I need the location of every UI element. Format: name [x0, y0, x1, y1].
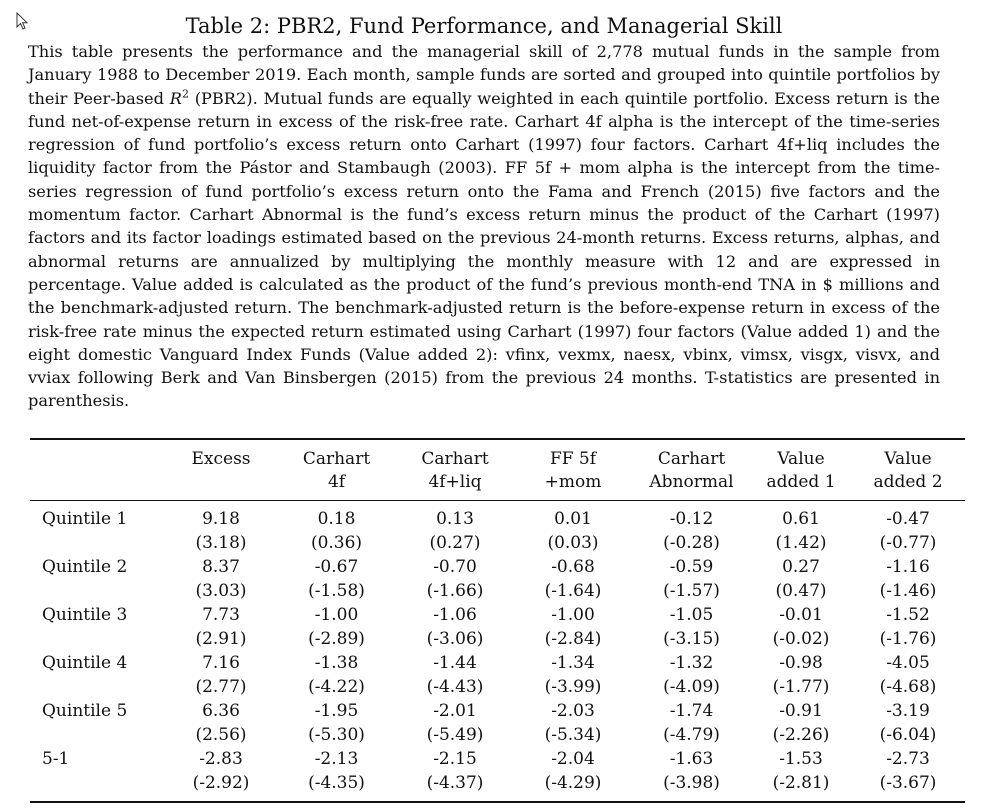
tstat-cell: (-0.77): [879, 533, 937, 553]
tstat-cell: (-4.68): [879, 677, 937, 697]
table-row: [30, 603, 965, 627]
tstat-cell: (2.77): [195, 677, 247, 697]
tstat-cell: (-2.89): [308, 629, 365, 649]
value-cell: -0.67: [314, 557, 359, 577]
tstat-cell: (-3.15): [663, 629, 720, 649]
value-cell: -1.34: [551, 653, 595, 673]
header-cell: Value: [884, 449, 932, 469]
row-label-empty: [30, 675, 165, 699]
table-row: [30, 747, 965, 771]
row-label-empty: [30, 627, 165, 651]
value-cell: -1.32: [669, 653, 714, 673]
tstat-cell: (-4.43): [426, 677, 484, 697]
table-row: [30, 555, 965, 579]
value-cell: 0.01: [554, 509, 592, 529]
tstat-cell: (-4.79): [663, 725, 720, 745]
value-cell: 0.61: [782, 509, 820, 529]
table-bottom-rule: [30, 801, 965, 803]
value-cell: 6.36: [202, 701, 240, 721]
tstat-cell: (0.36): [310, 533, 363, 553]
value-cell: -1.16: [886, 557, 930, 577]
value-cell: 7.16: [202, 653, 240, 673]
row-label-empty: [30, 771, 165, 801]
table-caption: [28, 40, 940, 413]
tstat-cell: (-1.66): [426, 581, 484, 601]
table-row: [30, 501, 965, 531]
header-cell: [165, 471, 277, 500]
value-cell: -1.05: [669, 605, 714, 625]
value-cell: -1.00: [314, 605, 359, 625]
table-row-tstat: [30, 531, 965, 555]
tstat-cell: (-3.99): [544, 677, 602, 697]
tstat-cell: (-4.22): [308, 677, 365, 697]
value-cell: -2.73: [886, 749, 930, 769]
tstat-cell: (3.03): [195, 581, 247, 601]
row-label-empty: [30, 531, 165, 555]
caption-text-part-2: (PBR2). Mutual funds are equally weighted in each quintile portfolio. Excess return is the fund net-of-expense return in excess of the risk-free rate. Carhart 4f alpha is the intercept of the time-series regression of fund portfolio’s excess return onto Carhart (1997) four factors. Carhart 4f+liq includes the liquidity factor from the Pástor and Stambaugh (2003). FF 5f + mom alpha is the intercept from the time-series regression of fund portfolio’s excess return onto the Fama and French (2015) five factors and the momentum factor. Carhart Abnormal is the fund’s excess return minus the product of the Carhart (1997) factors and its factor loadings estimated based on the previous 24-month returns. Excess returns, alphas, and abnormal returns are annualized by multiplying the monthly measure with 12 and are expressed in percentage. Value added is calculated as the product of the fund’s previous month-end TNA in $ millions and the benchmark-adjusted return. The benchmark-adjusted return is the before-expense return in excess of the risk-free rate minus the expected return estimated using Carhart (1997) four factors (Value added 1) and the eight domestic Vanguard Index Funds (Value added 2): vfinx, vexmx, naesx, vbinx, vimsx, visgx, visvx, and vviax following Berk and Van Binsbergen (2015) from the previous 24 months. T-statistics are presented in parenthesis.: [28, 88, 940, 411]
tstat-cell: (-6.04): [879, 725, 937, 745]
table-row-tstat: [30, 627, 965, 651]
header-cell: 4f: [327, 472, 346, 492]
header-row-2: [30, 471, 965, 500]
row-label: Quintile 4: [42, 653, 128, 673]
tstat-cell: (-5.49): [426, 725, 484, 745]
header-row-1: [30, 440, 965, 471]
table-row: [30, 651, 965, 675]
value-cell: -2.83: [199, 749, 243, 769]
table-row-tstat: [30, 579, 965, 603]
value-cell: -1.74: [669, 701, 714, 721]
header-cell: 4f+liq: [428, 472, 482, 492]
value-cell: 0.13: [436, 509, 474, 529]
row-label: Quintile 3: [42, 605, 128, 625]
tstat-cell: (-1.46): [879, 581, 937, 601]
value-cell: -1.06: [433, 605, 477, 625]
tstat-cell: (-0.28): [663, 533, 720, 553]
value-cell: -3.19: [886, 701, 930, 721]
header-cell: +mom: [544, 472, 602, 492]
results-table-header: [30, 440, 965, 500]
table-row: [30, 699, 965, 723]
tstat-cell: (-2.81): [772, 773, 830, 793]
tstat-cell: (3.18): [195, 533, 247, 553]
value-cell: -1.38: [314, 653, 359, 673]
row-label: 5-1: [42, 749, 70, 769]
tstat-cell: (2.91): [195, 629, 247, 649]
value-cell: -1.95: [314, 701, 359, 721]
header-cell: added 2: [873, 472, 943, 492]
tstat-cell: (2.56): [195, 725, 247, 745]
tstat-cell: (-1.58): [308, 581, 365, 601]
r-squared-superscript: 2: [181, 87, 189, 101]
header-cell: Carhart: [302, 449, 371, 469]
tstat-cell: (0.27): [429, 533, 481, 553]
tstat-cell: (0.47): [775, 581, 827, 601]
caption-text-part-1: This table presents the performance and the managerial skill of 2,778 mutual funds in the sample from January 1988 to December 2019. Each month, sample funds are sorted and grouped into quintile portfolios by their Peer-based: [28, 42, 940, 108]
header-cell: [30, 471, 165, 500]
r-squared-symbol: R: [169, 88, 182, 108]
tstat-cell: (-5.34): [544, 725, 602, 745]
tstat-cell: (-4.09): [663, 677, 720, 697]
header-cell: Carhart: [657, 449, 726, 469]
tstat-cell: (-3.67): [879, 773, 937, 793]
value-cell: 0.27: [782, 557, 820, 577]
value-cell: -0.68: [551, 557, 595, 577]
value-cell: -2.04: [551, 749, 595, 769]
value-cell: -0.70: [433, 557, 477, 577]
tstat-cell: (-5.30): [308, 725, 365, 745]
tstat-cell: (-4.35): [308, 773, 365, 793]
row-label: Quintile 5: [42, 701, 128, 721]
row-label-empty: [30, 579, 165, 603]
row-label: Quintile 2: [42, 557, 128, 577]
value-cell: 8.37: [202, 557, 240, 577]
value-cell: -2.01: [433, 701, 477, 721]
value-cell: -2.13: [314, 749, 359, 769]
value-cell: -0.91: [779, 701, 823, 721]
value-cell: -2.03: [551, 701, 595, 721]
results-table-body: [30, 501, 965, 801]
header-cell: [30, 440, 165, 471]
value-cell: -2.15: [433, 749, 477, 769]
table-row-tstat: [30, 771, 965, 801]
tstat-cell: (-3.98): [663, 773, 720, 793]
tstat-cell: (-0.02): [772, 629, 830, 649]
row-label-empty: [30, 723, 165, 747]
tstat-cell: (-1.76): [879, 629, 937, 649]
header-cell: FF 5f: [549, 449, 597, 469]
header-cell: Excess: [191, 449, 251, 469]
row-label: Quintile 1: [42, 509, 128, 529]
value-cell: 0.18: [317, 509, 356, 529]
header-cell: Abnormal: [649, 472, 734, 492]
value-cell: -1.63: [669, 749, 714, 769]
value-cell: -0.98: [779, 653, 823, 673]
header-cell: Value: [777, 449, 825, 469]
header-cell: added 1: [766, 472, 836, 492]
value-cell: -1.44: [433, 653, 477, 673]
value-cell: 7.73: [202, 605, 240, 625]
results-table: [30, 438, 965, 803]
table-row-tstat: [30, 675, 965, 699]
value-cell: -0.12: [669, 509, 714, 529]
tstat-cell: (-2.84): [544, 629, 602, 649]
tstat-cell: (-2.26): [772, 725, 830, 745]
value-cell: 9.18: [202, 509, 240, 529]
value-cell: -1.00: [551, 605, 595, 625]
tstat-cell: (-1.57): [663, 581, 720, 601]
table-title: Table 2: PBR2, Fund Performance, and Managerial Skill: [185, 14, 783, 38]
tstat-cell: (-1.77): [772, 677, 830, 697]
value-cell: -0.01: [779, 605, 823, 625]
value-cell: -1.53: [779, 749, 823, 769]
value-cell: -1.52: [886, 605, 930, 625]
value-cell: -0.59: [669, 557, 714, 577]
tstat-cell: (0.03): [547, 533, 599, 553]
header-cell: Carhart: [421, 449, 489, 469]
value-cell: -0.47: [886, 509, 930, 529]
tstat-cell: (-1.64): [544, 581, 602, 601]
tstat-cell: (-4.29): [544, 773, 602, 793]
table-row-tstat: [30, 723, 965, 747]
tstat-cell: (-4.37): [426, 773, 484, 793]
tstat-cell: (-3.06): [426, 629, 484, 649]
tstat-cell: (1.42): [775, 533, 827, 553]
tstat-cell: (-2.92): [192, 773, 250, 793]
value-cell: -4.05: [886, 653, 930, 673]
